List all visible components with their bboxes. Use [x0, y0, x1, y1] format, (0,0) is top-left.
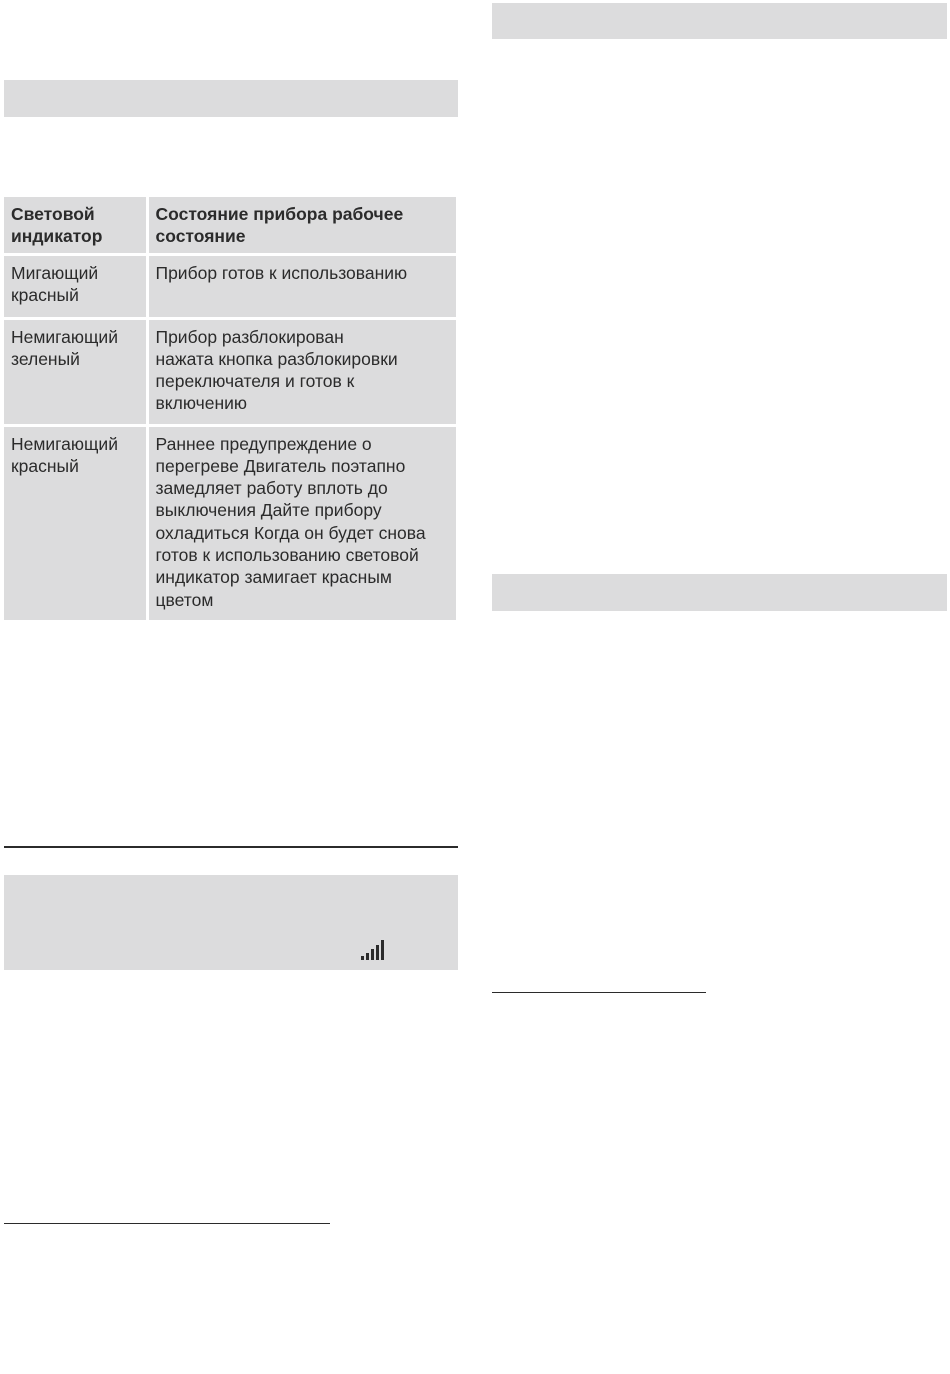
table-header-indicator: Световой индикатор [4, 197, 147, 254]
table-header-state: Состояние прибора рабочее состояние [147, 197, 456, 254]
table-row [4, 425, 456, 621]
indicator-table [4, 197, 456, 623]
table-row [4, 254, 456, 318]
row-state: Прибор готов к использованию [147, 254, 456, 318]
section-divider [4, 846, 458, 848]
signal-strength-icon [361, 940, 389, 960]
footnote-rule [492, 992, 706, 993]
info-box [4, 875, 458, 970]
section-heading-band [4, 80, 458, 117]
row-indicator: Немигающий зеленый [4, 318, 147, 425]
row-state: Раннее предупреждение о перегреве Двигатель поэтапно замедляет работу вплоть до выключения Дайте прибору охладиться Когда он будет снова готов к использованию световой индикатор замигает красным цветом [147, 425, 456, 621]
row-state: Прибор разблокирован нажата кнопка разблокировки переключателя и готов к включению [147, 318, 456, 425]
table-header-row [4, 197, 456, 254]
table-row [4, 318, 456, 425]
section-heading-band [492, 3, 947, 39]
row-indicator: Мигающий красный [4, 254, 147, 318]
footnote-rule [4, 1223, 330, 1224]
section-heading-band [492, 574, 947, 611]
row-indicator: Немигающий красный [4, 425, 147, 621]
